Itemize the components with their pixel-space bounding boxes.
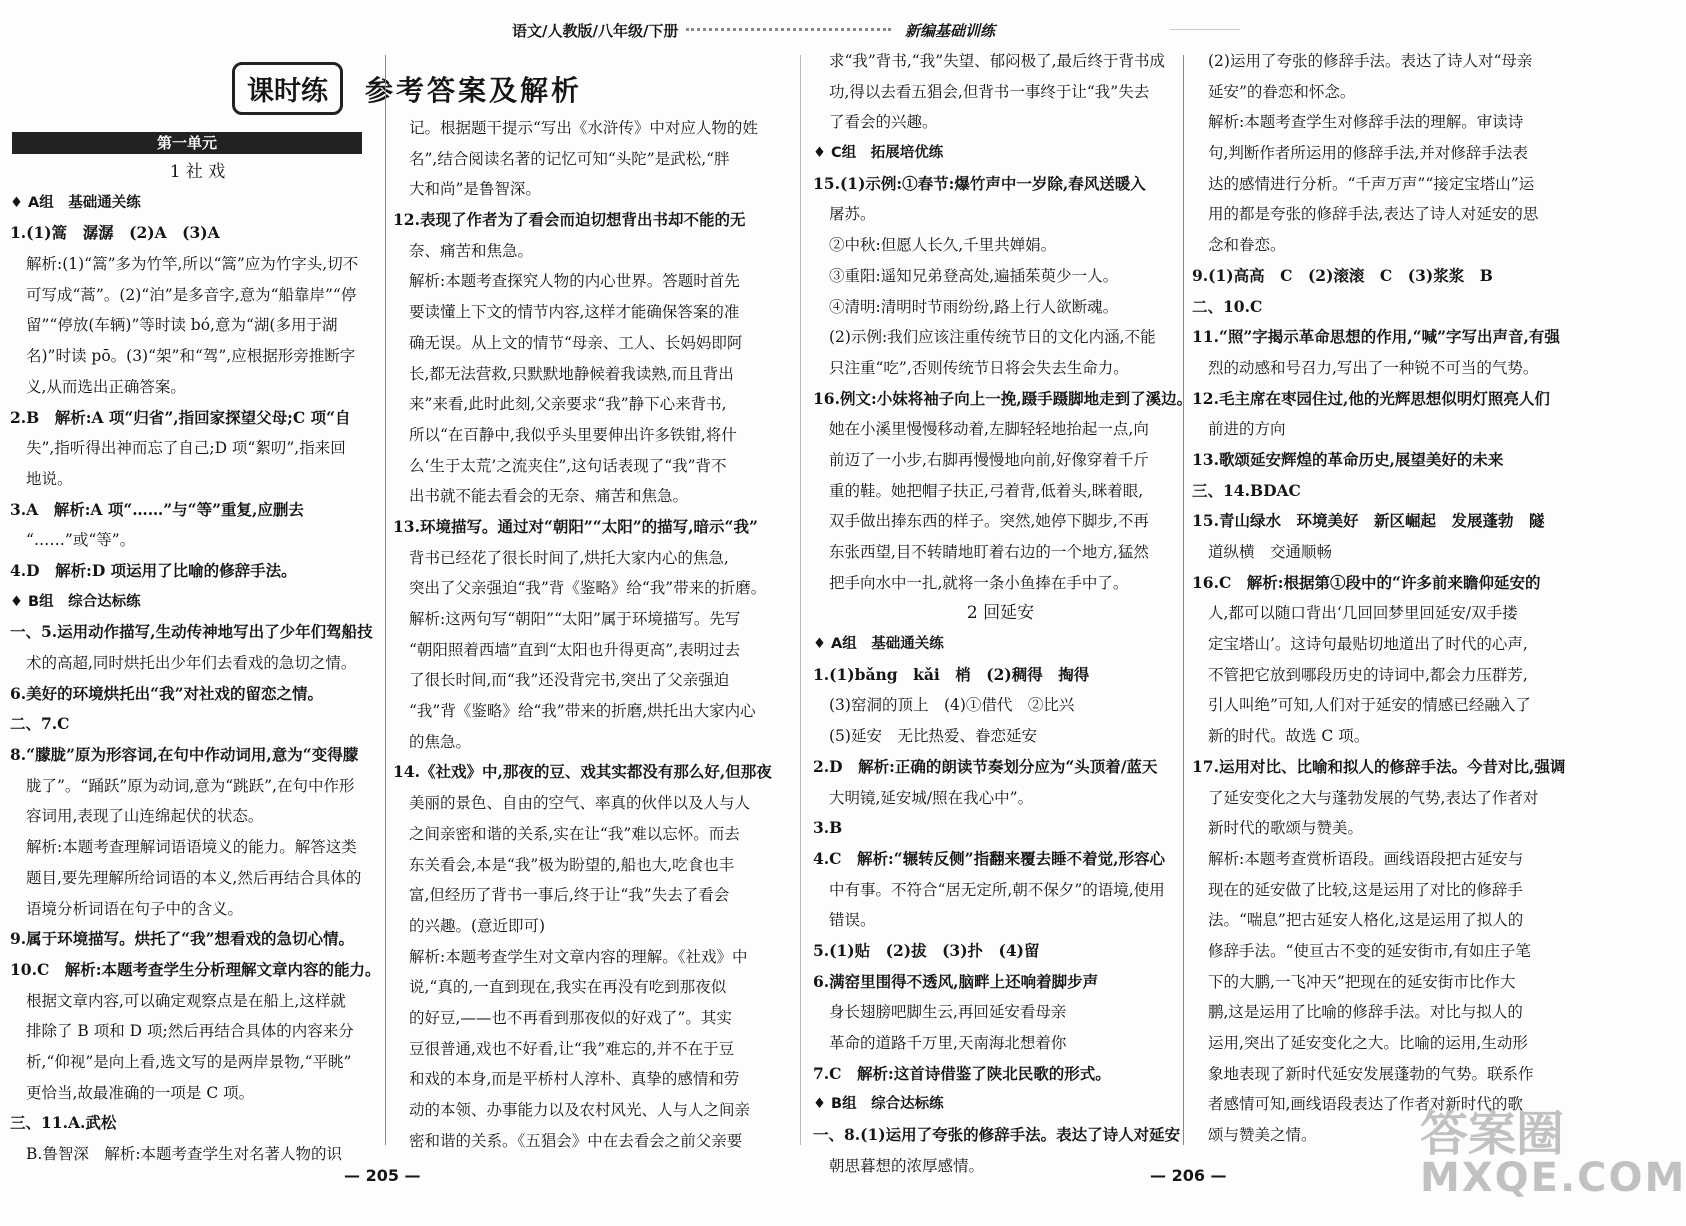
text-line: “我”背《鉴略》给“我”带来的折磨,烘托出大家内心 [409, 702, 756, 721]
text-line: 念和眷恋。 [1208, 236, 1286, 255]
text-line: 鹏,这是运用了比喻的修辞手法。对比与拟人的 [1208, 1003, 1523, 1022]
text-line: ④清明:清明时节雨纷纷,路上行人欲断魂。 [829, 297, 1119, 316]
text-line: 者感情可知,画线语段表达了作者对新时代的歌 [1208, 1095, 1523, 1114]
text-line: 失”,指听得出神而忘了自己;D 项“絮叨”,指来回 [26, 439, 346, 458]
text-line: “朝阳照着西墙”直到“太阳也升得更高”,表明过去 [409, 640, 741, 659]
page-title [232, 62, 582, 115]
text-line: (5)延安 无比热爱、眷恋延安 [829, 727, 1037, 746]
text-line: 题目,要先理解所给词语的本义,然后再结合具体的 [26, 868, 362, 887]
text-line: 之间亲密和谐的关系,实在让“我”难以忘怀。而去 [409, 824, 740, 843]
text-line: ♦ B组 综合达标练 [813, 1096, 944, 1113]
text-line: 奈、痛苦和焦急。 [409, 241, 534, 260]
text-line: 2.D 解析:正确的朗读节奏划分应为“头顶着/蓝天 [813, 756, 1158, 776]
text-line: 东关看会,本是“我”极为盼望的,船也大,吃食也丰 [409, 855, 735, 874]
text-line: ②中秋:但愿人长久,千里共婵娟。 [829, 236, 1057, 255]
text-line: 12.表现了作者为了看会而迫切想背出书却不能的无 [393, 210, 746, 230]
text-line: 出书就不能去看会的无奈、痛苦和焦急。 [409, 487, 689, 506]
text-line: ♦ A组 基础通关练 [813, 636, 944, 653]
page-gutter [800, 55, 801, 1145]
text-line: “……”或“等”。 [26, 531, 136, 550]
text-line: 双手做出捧东西的样子。突然,她停下脚步,不再 [829, 512, 1149, 531]
text-line: 的好豆,——也不再看到那夜似的好戏了”。其实 [409, 1008, 732, 1027]
header-book-info: 语文/人教版/八年级/下册 [512, 22, 679, 40]
text-line: 和戏的本身,而是平桥村人淳朴、真挚的感情和劳 [409, 1070, 740, 1089]
text-line: 15.(1)示例:①春节:爆竹声中一岁除,春风送暖入 [813, 173, 1146, 193]
running-header [0, 14, 1600, 42]
text-line: 7.C 解析:这首诗借鉴了陕北民歌的形式。 [813, 1063, 1111, 1083]
text-line: 颂与赞美之情。 [1208, 1126, 1317, 1145]
text-line: 名”,结合阅读名著的记忆可知“头陀”是武松,“胖 [409, 149, 730, 168]
text-line: 15.青山绿水 环境美好 新区崛起 发展蓬勃 隧 [1192, 511, 1545, 531]
text-line: 美丽的景色、自由的空气、率真的伙伴以及人与人 [409, 794, 751, 813]
column-1 [10, 157, 385, 1170]
text-line: 义,从而选出正确答案。 [26, 377, 186, 396]
text-line: 用的都是夸张的修辞手法,表达了诗人对延安的思 [1208, 205, 1539, 224]
text-line: 要读懂上下文的情节内容,这样才能确保答案的准 [409, 303, 740, 322]
title-main: 参考答案及解析 [365, 73, 583, 107]
page-number-right: — 206 — [1150, 1166, 1227, 1185]
text-line: 确无误。从上文的情节“母亲、工人、长妈妈即阿 [409, 333, 743, 352]
text-line: ♦ B组 综合达标练 [10, 593, 141, 610]
text-line: 大明镜,延安城/照在我心中”。 [829, 788, 1034, 807]
text-line: 所以“在百静中,我似乎头里要伸出许多铁钳,将什 [409, 425, 737, 444]
text-line: 只注重“吃”,否则传统节日将会失去生命力。 [829, 358, 1129, 377]
watermark-logo [1420, 1106, 1686, 1201]
text-line: 了看会的兴趣。 [829, 113, 938, 132]
text-line: ♦ A组 基础通关练 [10, 194, 141, 211]
text-line: 前进的方向 [1208, 420, 1286, 439]
text-line: 9.(1)高高 C (2)滚滚 C (3)浆浆 B [1192, 265, 1493, 285]
text-line: 术的高超,同时烘托出少年们去看戏的急切之情。 [26, 654, 357, 672]
title-box: 课时练 [232, 62, 343, 115]
text-line: 人,都可以随口背出‘几回回梦里回延安/双手搂 [1208, 604, 1518, 623]
page-number-left: — 205 — [344, 1166, 421, 1185]
text-line: 大和尚”是鲁智深。 [409, 180, 541, 199]
watermark-url: MXQE.COM [1420, 1155, 1686, 1201]
text-line: 长,都无法营救,只默默地静候着我读熟,而且背出 [409, 364, 734, 383]
watermark-text: 答案圈 [1420, 1106, 1565, 1162]
text-line: 下的大鹏,一飞冲天”把现在的延安街市比作大 [1208, 972, 1516, 991]
text-line: 烈的动感和号召力,写出了一种锐不可当的气势。 [1208, 358, 1539, 377]
text-line: 8.“朦胧”原为形容词,在句中作动词用,意为“变得朦 [10, 745, 359, 765]
text-line: 14.《社戏》中,那夜的豆、戏其实都没有那么好,但那夜 [393, 762, 772, 782]
text-line: 5.(1)贴 (2)拔 (3)扑 (4)留 [813, 940, 1040, 960]
text-line: 错误。 [829, 911, 876, 930]
text-line: 解析:这两句写“朝阳”“太阳”属于环境描写。先写 [409, 610, 741, 628]
text-line: 4.C 解析:“辗转反侧”指翻来覆去睡不着觉,形容心 [813, 848, 1165, 868]
text-line: B.鲁智深 解析:本题考查学生对名著人物的识 [26, 1145, 343, 1163]
text-line: 16.例文:小妹将袖子向上一挽,蹑手蹑脚地走到了溪边。 [813, 388, 1193, 408]
text-line: 新时代的歌颂与赞美。 [1208, 819, 1364, 838]
text-line: 13.环境描写。通过对“朝阳”“太阳”的描写,暗示“我” [393, 516, 758, 536]
text-line: 可写成“蒿”。(2)“泊”是多音字,意为“船靠岸”“停 [26, 285, 357, 304]
text-line: 析,“仰视”是向上看,选文写的是两岸景物,“平眺” [26, 1052, 352, 1071]
text-line: 2 回延安 [966, 603, 1035, 624]
text-line: 1.(1)bǎng kǎi 梢 (2)稠得 掏得 [813, 664, 1090, 684]
text-line: 10.C 解析:本题考查学生分析理解文章内容的能力。 [10, 959, 381, 979]
text-line: 11.“照”字揭示革命思想的作用,“喊”字写出声音,有强 [1192, 327, 1560, 347]
text-line: 中有事。不符合“居无定所,朝不保夕”的语境,使用 [829, 880, 1165, 899]
text-line: 重的鞋。她把帽子扶正,弓着背,低着头,眯着眼, [829, 481, 1144, 500]
text-line: 根据文章内容,可以确定观察点是在船上,这样就 [26, 991, 346, 1010]
text-line: 13.歌颂延安辉煌的革命历史,展望美好的未来 [1192, 449, 1504, 469]
text-line: 象地表现了新时代延安发展蓬勃的气势。联系作 [1208, 1064, 1534, 1083]
text-line: 富,但经历了背书一事后,终于让“我”失去了看会 [409, 886, 730, 905]
text-line: 现在的延安做了比较,这是运用了对比的修辞手 [1208, 880, 1523, 899]
text-line: 留”“停放(车辆)”等时读 bó,意为“湖(多用于湖 [26, 316, 338, 335]
text-line: 求“我”背书,“我”失望、郁闷极了,最后终于背书成 [829, 52, 1166, 70]
text-line: 屠苏。 [829, 205, 876, 224]
text-line: 4.D 解析:D 项运用了比喻的修辞手法。 [10, 560, 297, 580]
text-line: 解析:(1)“篙”多为竹竿,所以“篙”应为竹字头,切不 [26, 255, 359, 274]
text-line: 突出了父亲强迫“我”背《鉴略》给“我”带来的折磨。 [409, 579, 767, 598]
text-line: 么‘生于太荒’之流夹住”,这句话表现了“我”背不 [409, 456, 727, 475]
text-line: 身长翅膀吧脚生云,再回延安看母亲 [829, 1003, 1067, 1022]
text-line: 3.A 解析:A 项“……”与“等”重复,应删去 [10, 499, 304, 519]
text-line: 功,得以去看五猖会,但背书一事终于让“我”失去 [829, 82, 1150, 101]
column-divider [385, 55, 386, 1145]
text-line: 9.属于环境描写。烘托了“我”想看戏的急切心情。 [10, 929, 355, 949]
text-line: 解析:本题考查学生对修辞手法的理解。审读诗 [1208, 113, 1524, 132]
text-line: 解析:本题考查学生对文章内容的理解。《社戏》中 [409, 947, 748, 966]
text-line: 把手向水中一扎,就将一条小鱼捧在手中了。 [829, 573, 1129, 592]
text-line: 新的时代。故选 C 项。 [1208, 727, 1370, 746]
column-3 [813, 46, 1193, 1181]
text-line: ③重阳:遥知兄弟登高处,遍插茱萸少一人。 [829, 266, 1119, 285]
header-rule [1170, 29, 1240, 30]
text-line: 二、7.C [10, 714, 70, 734]
text-line: 6.满窑里围得不透风,脑畔上还响着脚步声 [813, 971, 1099, 991]
text-line: (2)示例:我们应该注重传统节日的文化内涵,不能 [829, 328, 1156, 347]
text-line: 来”来看,此时此刻,父亲要求“我”静下心来背书, [409, 395, 727, 414]
text-line: 了很长时间,而“我”还没背完书,突出了父亲强迫 [409, 671, 730, 690]
column-divider [1183, 55, 1184, 1145]
text-line: 不管把它放到哪段历史的诗词中,都会力压群芳, [1208, 665, 1528, 684]
text-line: 二、10.C [1192, 296, 1263, 316]
text-line: 三、14.BDAC [1192, 480, 1301, 500]
text-line: 一、8.(1)运用了夸张的修辞手法。表达了诗人对延安 [813, 1125, 1181, 1145]
text-line: 容词用,表现了山连绵起伏的状态。 [26, 807, 264, 826]
text-line: 解析:本题考查理解词语语境义的能力。解答这类 [26, 838, 357, 857]
text-line: 更恰当,故最准确的一项是 C 项。 [26, 1083, 255, 1102]
text-line: 修辞手法。“使亘古不变的延安街市,有如庄子笔 [1208, 941, 1531, 960]
text-line: 胧了”。“踊跃”原为动词,意为“跳跃”,在句中作形 [26, 776, 355, 795]
text-line: 说,“真的,一直到现在,我实在再没有吃到那夜似 [409, 978, 727, 997]
text-line: 前迈了一小步,右脚再慢慢地向前,好像穿着千斤 [829, 450, 1149, 469]
text-line: 朝思暮想的浓厚感情。 [829, 1156, 985, 1175]
text-line: 一、5.运用动作描写,生动传神地写出了少年们驾船技 [10, 622, 373, 642]
text-line: 解析:本题考查赏析语段。画线语段把古延安与 [1208, 849, 1524, 868]
text-line: 的焦急。 [409, 732, 472, 751]
text-line: 达的感情进行分析。“千声万声”“接定宝塔山”运 [1208, 174, 1535, 193]
text-line: 地说。 [26, 469, 73, 488]
text-line: 延安”的眷恋和怀念。 [1208, 82, 1356, 101]
text-line: 排除了 B 项和 D 项;然后再结合具体的内容来分 [26, 1022, 354, 1041]
text-line: 道纵横 交通顺畅 [1208, 543, 1333, 561]
text-line: 12.毛主席在枣园住过,他的光辉思想似明灯照亮人们 [1192, 388, 1550, 408]
text-line: 引人叫绝”可知,人们对于延安的情感已经融入了 [1208, 696, 1531, 715]
text-line: 密和谐的关系。《五猖会》中在去看会之前父亲要 [409, 1131, 743, 1150]
text-line: 豆很普通,戏也不好看,让“我”难忘的,并不在于豆 [409, 1039, 735, 1058]
column-4 [1192, 46, 1567, 1151]
text-line: 语境分析词语在句子中的含义。 [26, 899, 244, 918]
text-line: 她在小溪里慢慢移动着,左脚轻轻地抬起一点,向 [829, 420, 1149, 439]
text-line: 6.美好的环境烘托出“我”对社戏的留恋之情。 [10, 683, 324, 703]
text-line: 记。根据题干提示“写出《水浒传》中对应人物的姓 [409, 119, 758, 137]
text-line: 解析:本题考查探究人物的内心世界。答题时首先 [409, 272, 740, 291]
text-line: 的兴趣。(意近即可) [409, 916, 546, 935]
text-line: 革命的道路千万里,天南海北想着你 [829, 1034, 1067, 1052]
text-line: (2)运用了夸张的修辞手法。表达了诗人对“母亲 [1208, 52, 1533, 70]
text-line: 法。“喘息”把古延安人格化,这是运用了拟人的 [1208, 911, 1524, 930]
text-line: ♦ C组 拓展培优练 [813, 145, 944, 162]
column-2 [393, 113, 772, 1156]
header-dotted-rule [686, 28, 891, 31]
text-line: 背书已经花了很长时间了,烘托大家内心的焦急, [409, 548, 729, 567]
text-line: 三、11.A.武松 [10, 1113, 117, 1133]
text-line: 动的本领、办事能力以及农村风光、人与人之间亲 [409, 1101, 751, 1119]
header-series-name: 新编基础训练 [905, 22, 996, 40]
text-line: 了延安变化之大与蓬勃发展的气势,表达了作者对 [1208, 788, 1539, 807]
text-line: 17.运用对比、比喻和拟人的修辞手法。今昔对比,强调 [1192, 756, 1566, 776]
text-line: 1.(1)篙 潺潺 (2)A (3)A [10, 223, 220, 243]
text-line: 东张西望,目不转睛地盯着右边的一个地方,猛然 [829, 543, 1149, 561]
text-line: 运用,突出了延安变化之大。比喻的运用,生动形 [1208, 1034, 1528, 1052]
text-line: 定宝塔山’。这诗句最贴切地道出了时代的心声, [1208, 635, 1528, 654]
text-line: 2.B 解析:A 项“归省”,指回家探望父母;C 项“自 [10, 407, 351, 427]
text-line: 3.B [813, 818, 843, 838]
text-line: 句,判断作者所运用的修辞手法,并对修辞手法表 [1208, 144, 1528, 163]
text-line: 16.C 解析:根据第①段中的“许多前来瞻仰延安的 [1192, 572, 1541, 592]
text-line: 名)”时读 pō。(3)“架”和“驾”,应根据形旁推断字 [26, 347, 356, 366]
text-line: (3)窑洞的顶上 (4)①借代 ②比兴 [829, 696, 1075, 715]
text-line: 1 社 戏 [169, 162, 226, 182]
unit-banner: 第一单元 [12, 132, 362, 154]
